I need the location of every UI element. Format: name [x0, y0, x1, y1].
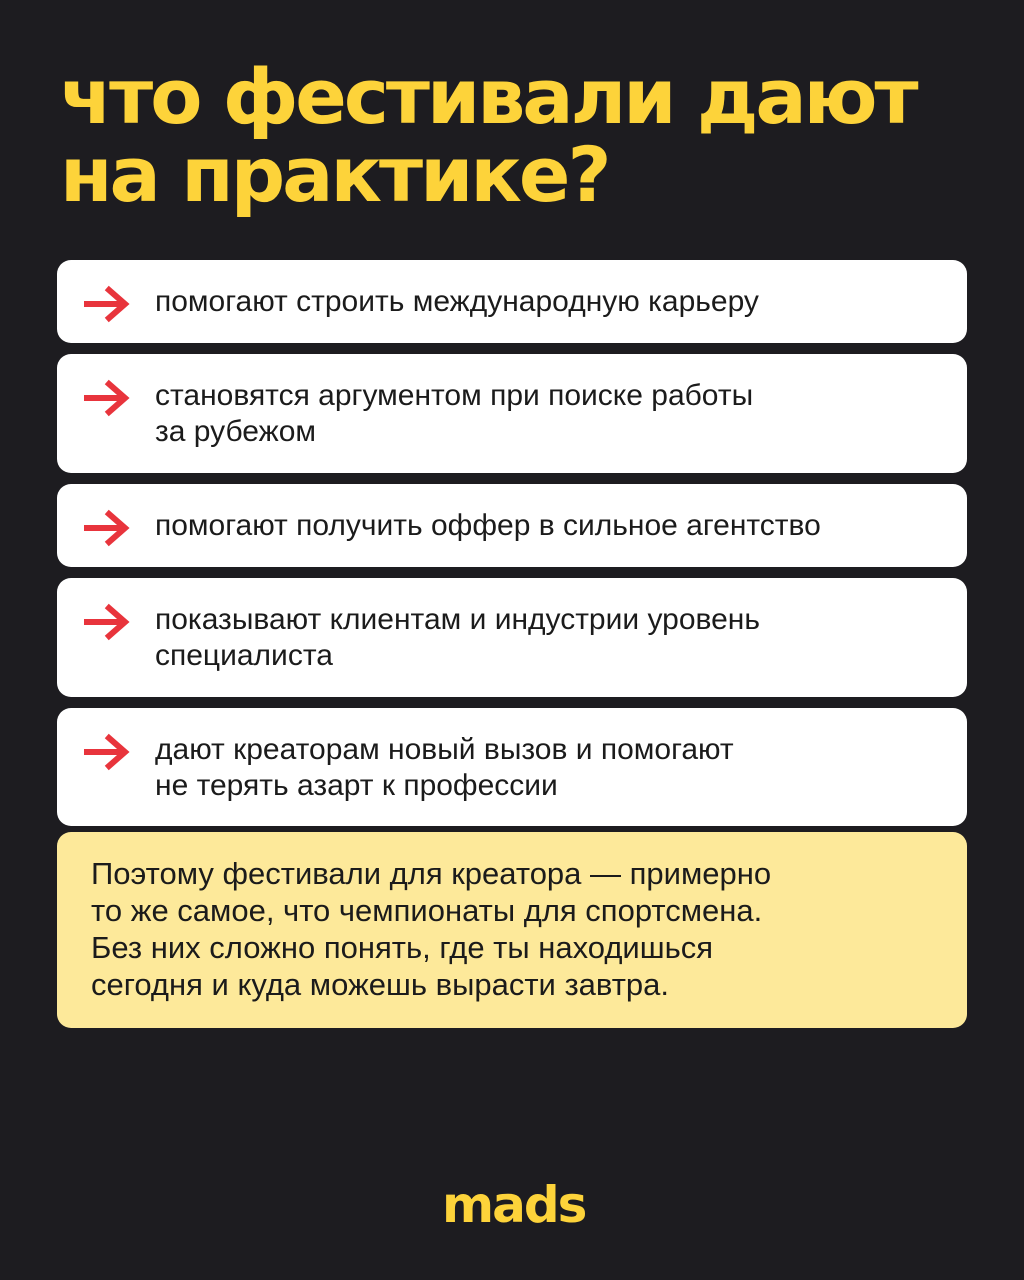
- brand-logo: mads: [442, 1176, 586, 1234]
- arrow-right-icon: [83, 602, 135, 642]
- title-line-1: что фестивали дают: [60, 52, 916, 141]
- benefit-card-2: [57, 354, 967, 473]
- benefit-text-4: показывают клиентам и индустрии уровень специалиста: [155, 603, 760, 672]
- benefit-text-5: дают креаторам новый вызов и помогают не терять азарт к профессии: [155, 733, 734, 802]
- benefits-list: [57, 260, 967, 837]
- benefit-card-3: [57, 484, 967, 567]
- arrow-right-icon: [83, 378, 135, 418]
- benefit-card-4: [57, 578, 967, 697]
- page-title: [60, 52, 1000, 219]
- title-line-2: на практике?: [60, 130, 609, 219]
- arrow-right-icon: [83, 732, 135, 772]
- benefit-card-5: [57, 708, 967, 826]
- arrow-right-icon: [83, 508, 135, 548]
- benefit-text-3: помогают получить оффер в сильное агентство: [155, 509, 821, 542]
- benefit-card-1: [57, 260, 967, 343]
- benefit-text-1: помогают строить международную карьеру: [155, 285, 759, 318]
- arrow-right-icon: [83, 284, 135, 324]
- benefit-text-2: становятся аргументом при поиске работы за рубежом: [155, 379, 754, 448]
- conclusion-note: Поэтому фестивали для креатора — примерно то же самое, что чемпионаты для спортсмена. Без них сложно понять, где ты находишься сегодня и куда можешь вырасти завтра.: [57, 832, 967, 1028]
